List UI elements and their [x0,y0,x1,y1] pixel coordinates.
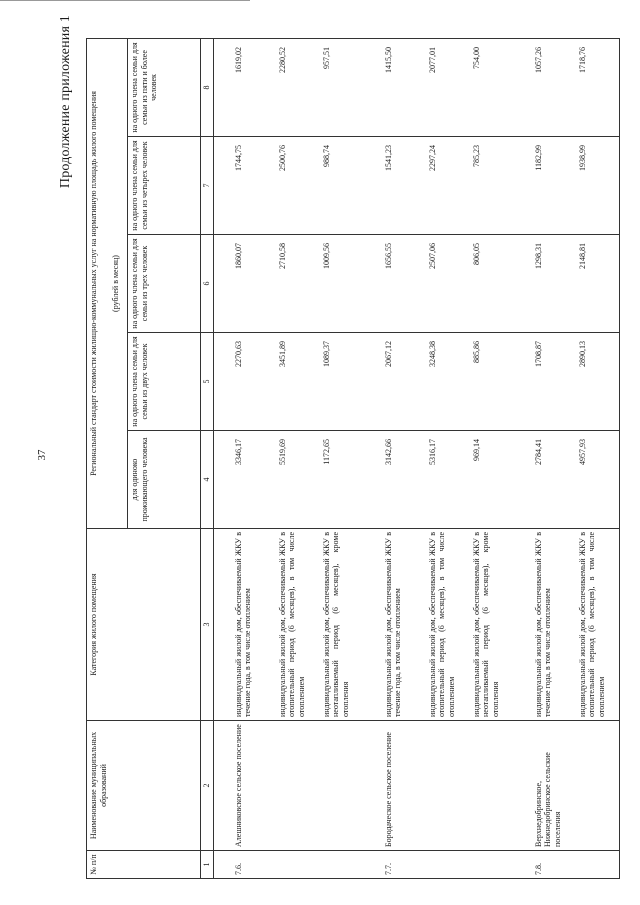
value-family-5plus: 957,51 [320,38,364,136]
table-row [576,38,620,878]
table-row [426,38,470,878]
value-family-5plus: 754,00 [470,38,514,136]
value-single: 1172,65 [320,431,364,529]
value-family-3: 806,05 [470,235,514,333]
value-family-4: 1938,99 [576,137,620,235]
row-index [470,851,514,879]
value-family-4: 1744,75 [232,137,276,235]
value-family-2: 1708,87 [532,333,576,431]
table-header [87,38,214,878]
row-index [276,851,320,879]
column-number: 8 [201,38,214,136]
row-category: индивидуальный жилой дом, обеспечиваемый ЖКУ в отопительный период (6 месяцев), в том числе отоплением [426,529,470,721]
value-family-4: 2500,76 [276,137,320,235]
table-row [470,38,514,878]
row-municipality [320,721,364,851]
value-family-3: 2148,81 [576,235,620,333]
value-single: 2784,41 [532,431,576,529]
row-municipality [426,721,470,851]
value-family-5plus: 2077,01 [426,38,470,136]
value-family-3: 2507,06 [426,235,470,333]
value-family-2: 3451,89 [276,333,320,431]
value-family-2: 2067,12 [382,333,426,431]
table-body [213,38,620,878]
value-family-3: 2710,58 [276,235,320,333]
row-index [426,851,470,879]
row-index: 7.7. [382,851,426,879]
row-municipality [576,721,620,851]
header-col-4: для одиноко проживающего человека [128,431,201,529]
header-col-7: на одного члена семьи для семьи из четырех человек [128,137,201,235]
column-number: 7 [201,137,214,235]
header-col-8: на одного члена семьи для семьи из пяти и более человек [128,38,201,136]
value-single: 3346,17 [232,431,276,529]
value-family-4: 1541,23 [382,137,426,235]
value-family-5plus: 1718,76 [576,38,620,136]
value-single: 5316,17 [426,431,470,529]
header-col-6: на одного члена семьи для семьи из трех человек [128,235,201,333]
row-spacer [364,38,382,878]
column-number: 4 [201,431,214,529]
row-category: индивидуальный жилой дом, обеспечиваемый ЖКУ в течение года, в том числе отоплением [232,529,276,721]
value-family-5plus: 1619,02 [232,38,276,136]
row-municipality: Бородаческое сельское поселение [382,721,426,851]
page-number: 37 [36,449,48,461]
header-index: № п/п [87,851,201,879]
column-number: 2 [201,721,214,851]
row-category: индивидуальный жилой дом, обеспечиваемый ЖКУ в течение года, в том числе отоплением [382,529,426,721]
value-family-5plus: 1415,50 [382,38,426,136]
continuation-title: Продолжение приложения 1 [58,15,73,189]
value-family-2: 3248,38 [426,333,470,431]
value-family-3: 1860,07 [232,235,276,333]
table-row [382,38,426,878]
row-municipality: Верхнедобринское, Нижнедобринское сельские поселения [532,721,576,851]
table-row [232,38,276,878]
row-category: индивидуальный жилой дом, обеспечиваемый ЖКУ в неотапливаемый период (6 месяцев), кроме отопления [320,529,364,721]
header-municipality: Наименование муниципальных образований [87,721,201,851]
header-category: Категория жилого помещения [87,529,201,721]
value-family-2: 885,86 [470,333,514,431]
column-number: 6 [201,235,214,333]
value-family-4: 785,23 [470,137,514,235]
row-index [576,851,620,879]
value-family-4: 1182,99 [532,137,576,235]
value-single: 969,14 [470,431,514,529]
row-category: индивидуальный жилой дом, обеспечиваемый ЖКУ в неотапливаемый период (6 месяцев), кроме отопления [470,529,514,721]
value-family-4: 2297,24 [426,137,470,235]
value-single: 3142,66 [382,431,426,529]
value-single: 4957,93 [576,431,620,529]
row-index [320,851,364,879]
column-number: 5 [201,333,214,431]
value-family-3: 1298,31 [532,235,576,333]
row-index: 7.6. [232,851,276,879]
value-family-4: 988,74 [320,137,364,235]
standard-table [86,38,620,879]
row-municipality: Алешниковское сельское поселение [232,721,276,851]
value-family-5plus: 1057,26 [532,38,576,136]
row-spacer [514,38,532,878]
row-index: 7.8. [532,851,576,879]
header-unit: (рублей в месяц) [109,38,128,528]
column-numbers-row [201,38,214,878]
value-family-5plus: 2280,52 [276,38,320,136]
value-family-2: 1089,37 [320,333,364,431]
value-family-2: 2890,13 [576,333,620,431]
row-category: индивидуальный жилой дом, обеспечиваемый ЖКУ в отопительный период (6 месяцев), в том числе отоплением [576,529,620,721]
row-category: индивидуальный жилой дом, обеспечиваемый ЖКУ в отопительный период (6 месяцев), в том числе отоплением [276,529,320,721]
table-row [532,38,576,878]
header-col-5: на одного члена семьи для семьи из двух человек [128,333,201,431]
column-number: 1 [201,851,214,879]
value-family-2: 2270,63 [232,333,276,431]
row-municipality [276,721,320,851]
table-row [276,38,320,878]
value-single: 5519,69 [276,431,320,529]
column-number: 3 [201,529,214,721]
table-row [320,38,364,878]
value-family-3: 1656,55 [382,235,426,333]
value-family-3: 1009,56 [320,235,364,333]
row-category: индивидуальный жилой дом, обеспечиваемый ЖКУ в течение года, в том числе отоплением [532,529,576,721]
header-standard-title: Региональный стандарт стоимости жилищно-коммунальных услуг на нормативную площадь жилого помещения [87,38,110,528]
row-municipality [470,721,514,851]
